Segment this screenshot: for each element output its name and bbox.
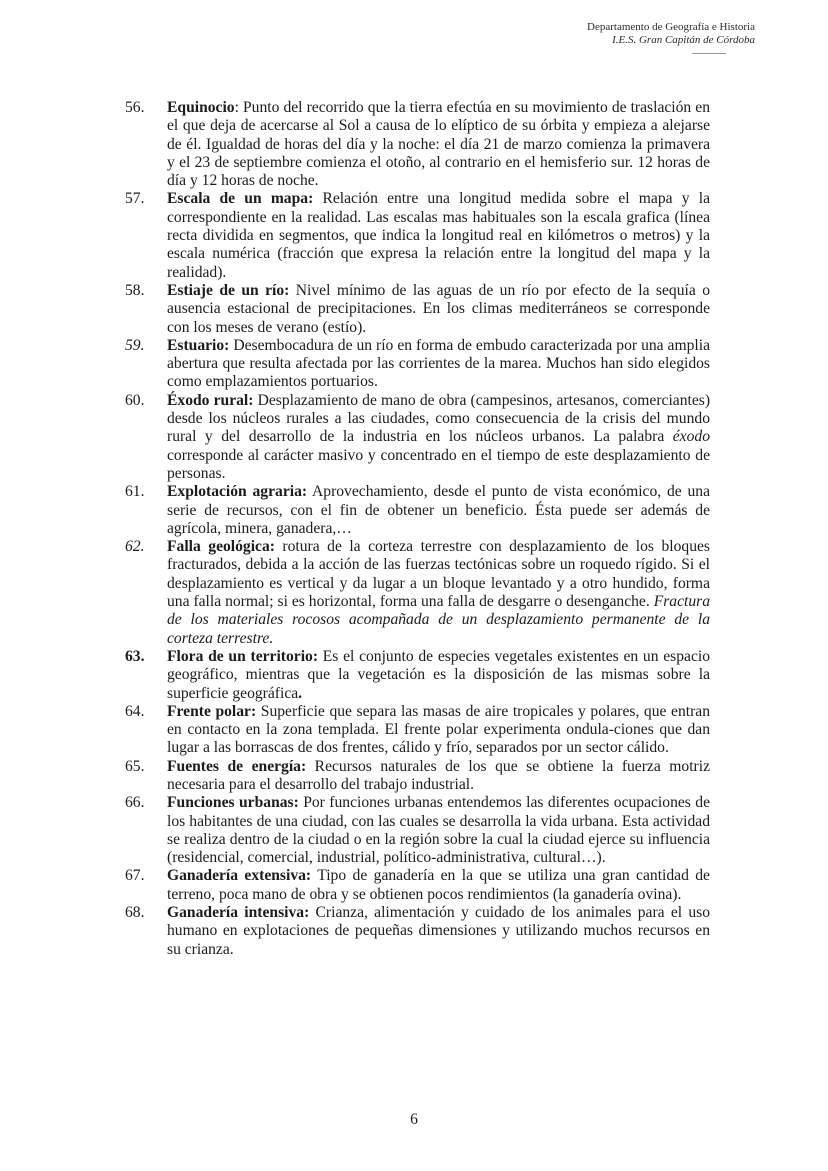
glossary-entry-56	[125, 99, 710, 190]
glossary-entry-58	[125, 282, 710, 337]
entry-end-mark: .	[298, 684, 303, 702]
entry-number: 67.	[125, 867, 145, 885]
entry-emphasis: éxodo	[672, 428, 710, 446]
header-divider	[692, 53, 726, 54]
entry-term: Éxodo rural:	[167, 391, 254, 409]
entry-number: 64.	[125, 702, 145, 720]
entry-number: 65.	[125, 757, 145, 775]
entry-term: Ganadería intensiva:	[167, 904, 310, 922]
entry-definition: Punto del recorrido que la tierra efectúa en su movimiento de traslación en el que deja de acercarse al Sol a causa de lo elíptico de su órbita y empieza a alejarse de él. Igualdad de horas del día y la noche: el día 21 de marzo comienza la primavera y el 23 de septiembre comienza el otoño, al contrario en el hemisferio sur. 12 horas de día y 12 horas de noche.	[167, 99, 710, 190]
glossary-entry-57	[125, 190, 710, 281]
page-number: 6	[410, 1111, 418, 1128]
entry-definition: Es el conjunto de especies vegetales existentes en un espacio geográfico, mientras que la vegetación es la disposición de las mismas sobre la superficie geográfica	[167, 647, 710, 702]
glossary-entry-64	[125, 703, 710, 758]
entry-definition: Tipo de ganadería en la que se utiliza una gran cantidad de terreno, poca mano de obra y se obtienen pocos rendimientos (la ganadería ovina).	[167, 867, 710, 903]
entry-term: Flora de un territorio:	[167, 647, 319, 665]
entry-definition: Nivel mínimo de las aguas de un río por efecto de la sequía o ausencia estacional de precipitaciones. En los climas mediterráneos se corresponde con los meses de verano (estío).	[167, 281, 710, 336]
entry-number: 56.	[125, 99, 145, 116]
entry-number: 59.	[125, 336, 145, 354]
entry-definition-end: corresponde al carácter masivo y concentrado en el tiempo de este desplazamiento de personas.	[167, 446, 710, 482]
entry-term: Explotación agraria:	[167, 483, 308, 501]
entry-definition: Crianza, alimentación y cuidado de los animales para el uso humano en explotaciones de pequeñas dimensiones y utilizando muchos recursos en su crianza.	[167, 904, 710, 958]
entry-definition: Desplazamiento de mano de obra (campesinos, artesanos, comerciantes) desde los núcleos rurales a las ciudades, como consecuencia de la crisis del mundo rural y del desarrollo de la industria en los núcleos urbanos. La palabra	[167, 391, 711, 446]
entry-separator: :	[234, 99, 239, 116]
entry-italic-note: Fractura de los materiales rocosos acompañada de un desplazamiento permanente de la corteza terrestre.	[167, 593, 710, 647]
glossary-list	[125, 99, 710, 959]
entry-number: 68.	[125, 904, 145, 922]
entry-definition: Aprovechamiento, desde el punto de vista económico, de una serie de recursos, con el fin de obtener un beneficio. Ésta puede ser además de agrícola, minera, ganadera,…	[167, 483, 710, 537]
entry-number: 66.	[125, 794, 145, 812]
glossary-entry-59	[125, 337, 710, 392]
institution-name: I.E.S. Gran Capitán de Córdoba	[612, 34, 755, 46]
entry-term: Equinocio	[167, 99, 235, 116]
department-name: Departamento de Geografía e Historia	[587, 21, 755, 33]
glossary-entry-68	[125, 904, 710, 959]
entry-term: Frente polar:	[167, 702, 257, 720]
glossary-entry-61	[125, 483, 710, 538]
entry-term: Ganadería extensiva:	[167, 867, 312, 885]
entry-definition: Recursos naturales de los que se obtiene la fuerza motriz necesaria para el desarrollo del trabajo industrial.	[167, 757, 710, 793]
entry-definition: Relación entre una longitud medida sobre el mapa y la correspondiente en la realidad. Las escalas mas habituales son la escala grafica (línea recta dividida en segmentos, que indica la longitud real en kilómetros o metros) y la escala numérica (fracción que expresa la relación entre la longitud del mapa y la realidad).	[167, 190, 710, 281]
entry-number: 62.	[125, 538, 145, 556]
page-header	[587, 21, 755, 54]
entry-number: 57.	[125, 190, 145, 208]
entry-number: 63.	[125, 647, 145, 665]
glossary-entry-66	[125, 794, 710, 867]
entry-definition: Superficie que separa las masas de aire tropicales y polares, que entran en contacto en la zona templada. El frente polar experimenta ondula-ciones que dan lugar a las borrascas de dos frentes, cálido y frío, separados por un sector cálido.	[167, 702, 710, 757]
glossary-entry-65	[125, 758, 710, 795]
entry-number: 58.	[125, 281, 145, 299]
glossary-entry-63	[125, 648, 710, 703]
entry-term: Estiaje de un río:	[167, 281, 290, 299]
glossary-entry-60	[125, 392, 710, 483]
entry-term: Fuentes de energía:	[167, 757, 307, 775]
entry-definition: Desembocadura de un río en forma de embudo caracterizada por una amplia abertura que resulta afectada por las corrientes de la marea. Muchos han sido elegidos como emplazamientos portuarios.	[167, 336, 710, 391]
entry-definition: rotura de la corteza terrestre con desplazamiento de los bloques fracturados, debida a la acción de las fuerzas tectónicas sobre un roquedo rígido. Si el desplazamiento es vertical y da lugar a un bloque levantado y a otro hundido, forma una falla normal; si es horizontal, forma una falla de desgarre o desenganche.	[167, 538, 710, 611]
entry-term: Estuario:	[167, 336, 230, 354]
entry-number: 61.	[125, 483, 145, 501]
glossary-entry-62	[125, 538, 710, 648]
entry-term: Falla geológica:	[167, 538, 275, 556]
entry-definition: Por funciones urbanas entendemos las diferentes ocupaciones de los habitantes de una ciudad, con las cuales se desarrolla la vida urbana. Esta actividad se realiza dentro de la ciudad o en la región sobre la cual la ciudad ejerce su influencia (residencial, comercial, industrial, político-administrativa, cultural…).	[167, 794, 710, 867]
entry-number: 60.	[125, 391, 145, 409]
entry-term: Escala de un mapa:	[167, 190, 314, 208]
glossary-entry-67	[125, 867, 710, 904]
entry-term: Funciones urbanas:	[167, 794, 299, 812]
